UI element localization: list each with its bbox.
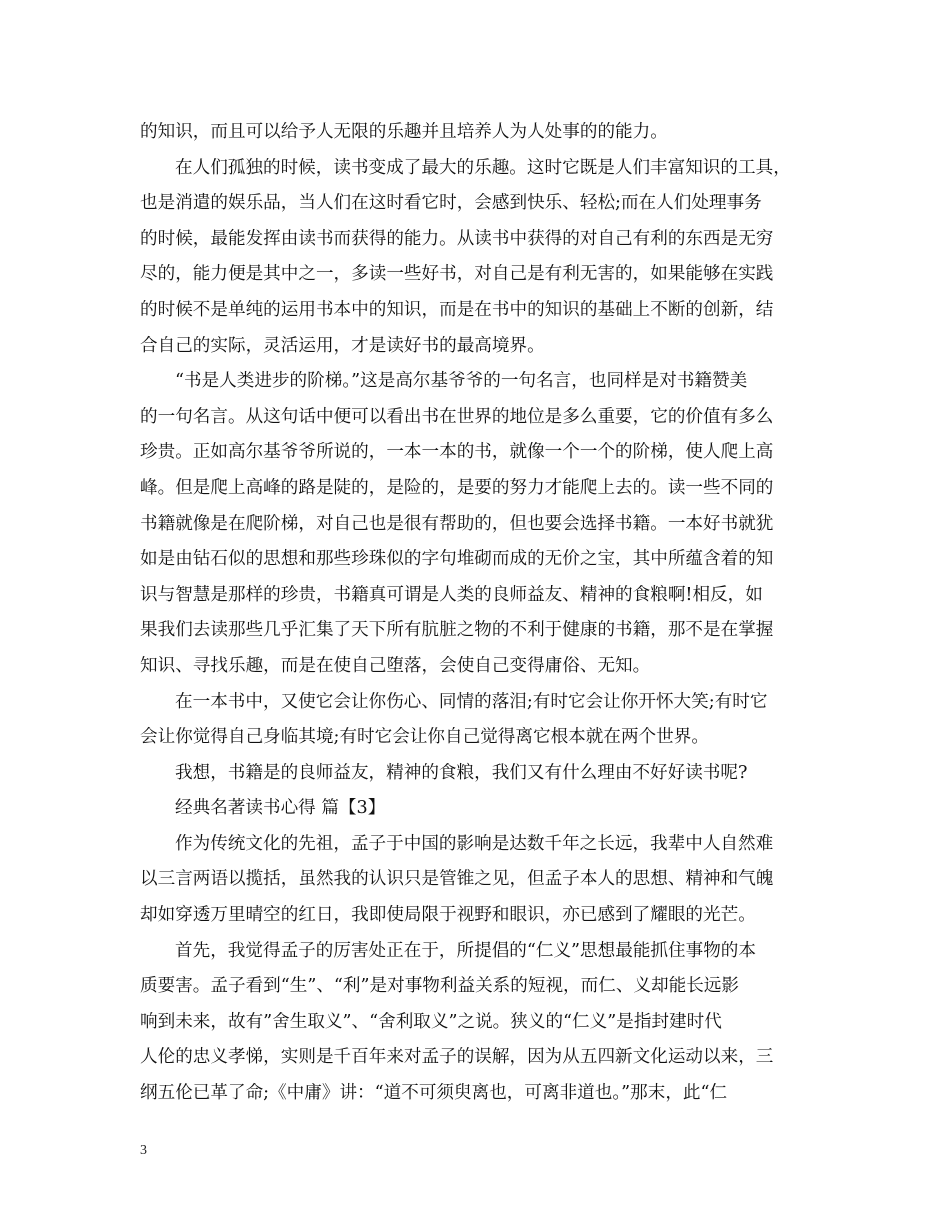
body-text [140, 115, 820, 1112]
text-line: 人伦的忠义孝悌，实则是千百年来对孟子的误解，因为从五四新文化运动以来，三 [140, 1047, 774, 1068]
text-line: 的一句名言。从这句话中便可以看出书在世界的地位是多么重要，它的价值有多么 [140, 406, 774, 427]
text-line: 却如穿透万里晴空的红日，我即使局限于视野和眼识，亦已感到了耀眼的光芒。 [140, 905, 756, 926]
text-line: 会让你觉得自己身临其境;有时它会让你自己觉得离它根本就在两个世界。 [140, 727, 709, 748]
text-line: 质要害。孟子看到“生”、“利”是对事物利益关系的短视，而仁、义却能长远影 [140, 976, 739, 997]
text-line: 珍贵。正如高尔基爷爷所说的，一本一本的书，就像一个一个的阶梯，使人爬上高 [140, 442, 774, 463]
text-line: 也是消遣的娱乐品，当人们在这时看它时，会感到快乐、轻松;而在人们处理事务 [140, 193, 762, 214]
text-line: 纲五伦已革了命;《中庸》讲：“道不可须臾离也，可离非道也。”那末，此“仁 [140, 1083, 728, 1104]
section-heading: 经典名著读书心得 篇【3】 [175, 798, 386, 819]
text-line: 果我们去读那些几乎汇集了天下所有肮脏之物的不利于健康的书籍，那不是在掌握 [140, 620, 774, 641]
text-line: 我想，书籍是的良师益友，精神的食粮，我们又有什么理由不好好读书呢? [175, 762, 748, 783]
text-line: 知识、寻找乐趣，而是在使自己堕落，会使自己变得庸俗、无知。 [140, 655, 651, 676]
text-line: 的时候不是单纯的运用书本中的知识，而是在书中的知识的基础上不断的创新，结 [140, 299, 774, 320]
text-line: 首先，我觉得孟子的厉害处正在于，所提倡的“仁义”思想最能抓住事物的本 [175, 940, 756, 961]
text-line: 如是由钻石似的思想和那些珍珠似的字句堆砌而成的无价之宝，其中所蕴含着的知 [140, 549, 774, 570]
text-line: 以三言两语以揽括，虽然我的认识只是管锥之见，但孟子本人的思想、精神和气魄 [140, 869, 774, 890]
text-line: 在人们孤独的时候，读书变成了最大的乐趣。这时它既是人们丰富知识的工具， [175, 157, 791, 178]
text-line: 尽的，能力便是其中之一，多读一些好书，对自己是有利无害的，如果能够在实践 [140, 264, 774, 285]
text-line: 响到未来，故有”舍生取义”、“舍利取义”之说。狭义的“仁义”是指封建时代 [140, 1011, 722, 1032]
text-line: 合自己的实际，灵活运用，才是读好书的最高境界。 [140, 335, 545, 356]
text-line: “书是人类进步的阶梯。”这是高尔基爷爷的一句名言，也同样是对书籍赞美 [175, 371, 748, 392]
text-line: 识与智慧是那样的珍贵，书籍真可谓是人类的良师益友、精神的食粮啊!相反，如 [140, 584, 763, 605]
page-number: 3 [140, 1143, 147, 1158]
text-line: 的时候，最能发挥由读书而获得的能力。从读书中获得的对自己有利的东西是无穷 [140, 228, 774, 249]
text-line: 的知识，而且可以给予人无限的乐趣并且培养人为人处事的的能力。 [140, 122, 668, 142]
text-line: 在一本书中，又使它会让你伤心、同情的落泪;有时它会让你开怀大笑;有时它 [175, 691, 768, 712]
text-line: 书籍就像是在爬阶梯，对自己也是很有帮助的，但也要会选择书籍。一本好书就犹 [140, 513, 774, 534]
text-line: 作为传统文化的先祖，孟子于中国的影响是达数千年之长远，我辈中人自然难 [175, 833, 774, 854]
text-line: 峰。但是爬上高峰的路是陡的，是险的，是要的努力才能爬上去的。读一些不同的 [140, 477, 774, 498]
